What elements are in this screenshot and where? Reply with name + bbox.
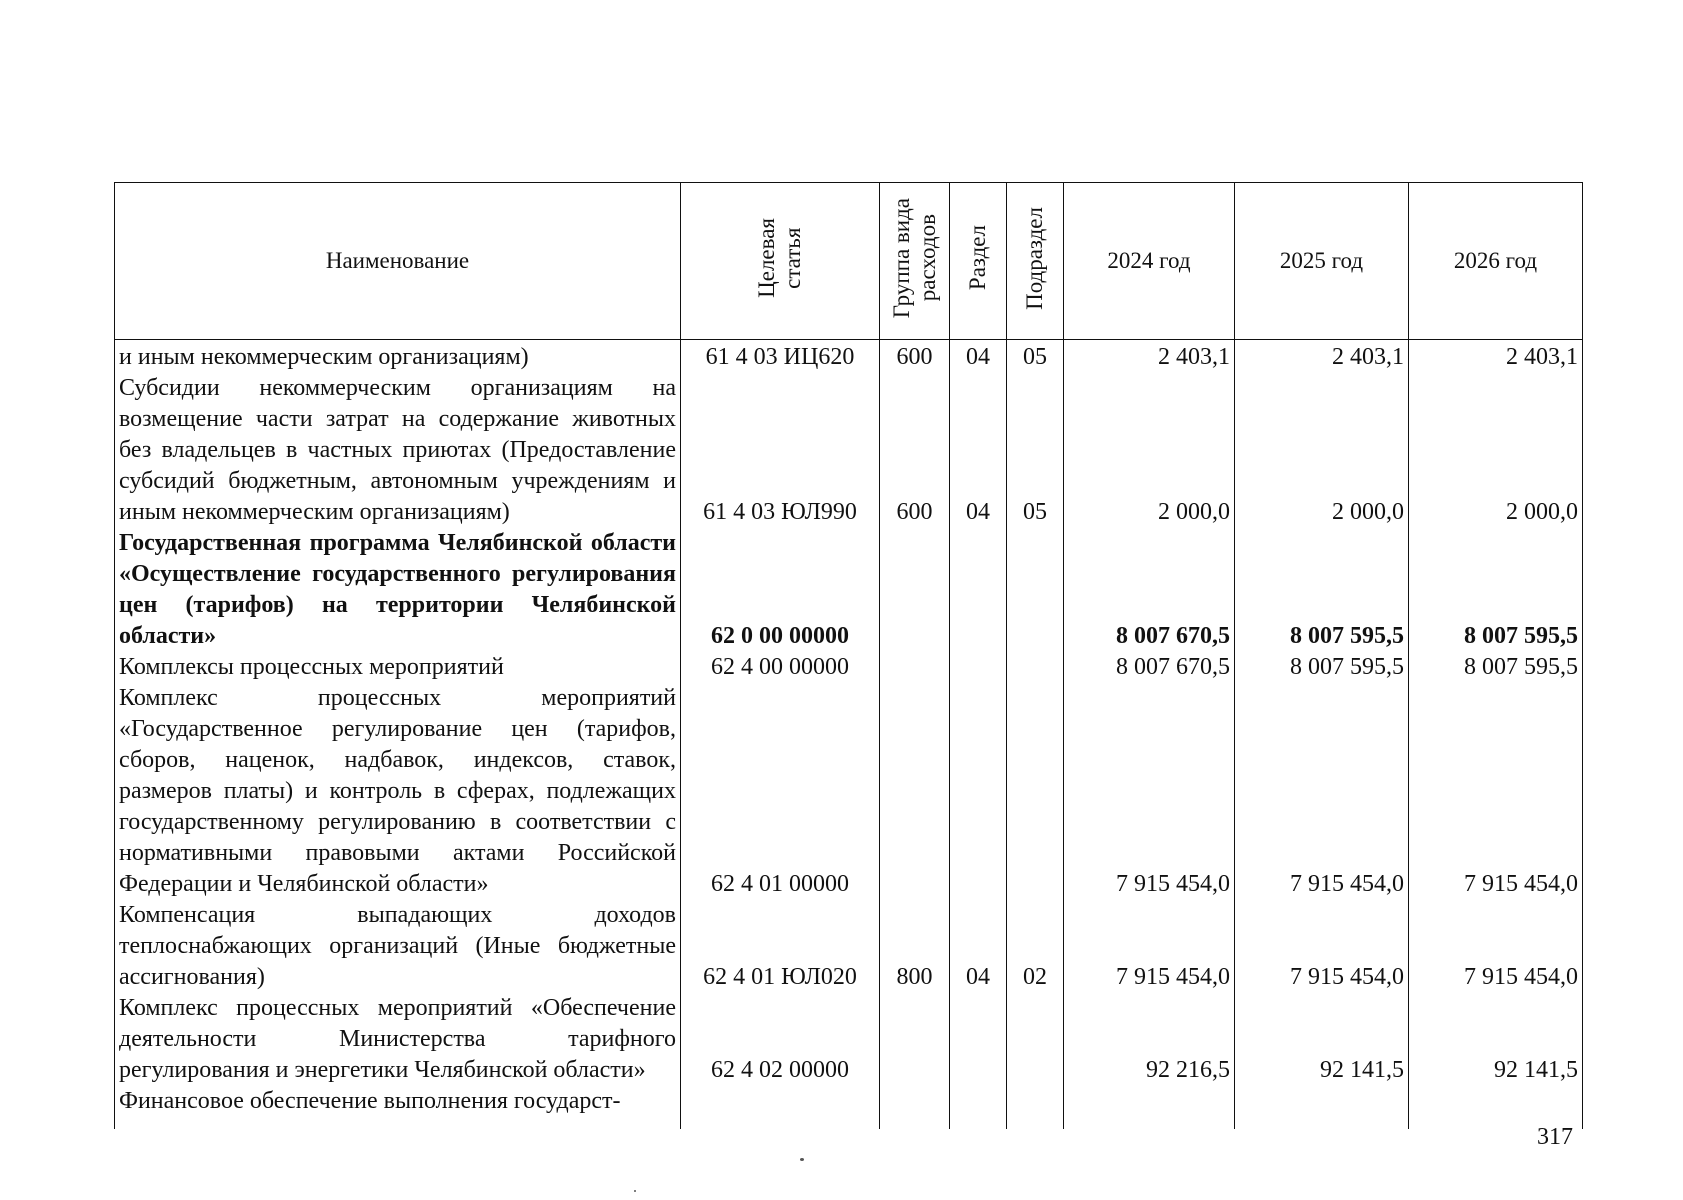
header-expense-group: Группа вида расходов — [880, 183, 950, 340]
header-name: Наименование — [115, 183, 681, 340]
continuation-cell — [1007, 1117, 1064, 1129]
row-subsection: 05 — [1007, 373, 1064, 528]
table-row — [115, 1086, 1583, 1117]
header-2026: 2026 год — [1409, 183, 1583, 340]
row-subsection — [1007, 993, 1064, 1086]
header-target-article: Целевая статья — [681, 183, 880, 340]
row-section — [950, 683, 1007, 900]
scan-speck — [634, 1190, 636, 1192]
row-target-article: 62 4 01 00000 — [681, 683, 880, 900]
row-name: Государственная программа Челябинской области «Осуществление государственного регулирования цен (тарифов) на территории Челябинской области» — [115, 528, 681, 652]
row-value-2025: 2 000,0 — [1235, 373, 1409, 528]
row-value-2025: 7 915 454,0 — [1235, 900, 1409, 993]
row-expense-group: 600 — [880, 340, 950, 374]
table-continuation — [115, 1117, 1583, 1129]
row-value-2025: 8 007 595,5 — [1235, 652, 1409, 683]
row-value-2024: 92 216,5 — [1064, 993, 1235, 1086]
row-target-article: 62 0 00 00000 — [681, 528, 880, 652]
row-expense-group — [880, 652, 950, 683]
row-value-2024: 2 403,1 — [1064, 340, 1235, 374]
row-value-2025: 8 007 595,5 — [1235, 528, 1409, 652]
row-target-article: 61 4 03 ИЦ620 — [681, 340, 880, 374]
header-2025: 2025 год — [1235, 183, 1409, 340]
continuation-cell — [115, 1117, 681, 1129]
table-row — [115, 683, 1583, 900]
table-row — [115, 373, 1583, 528]
row-target-article — [681, 1086, 880, 1117]
continuation-cell — [950, 1117, 1007, 1129]
row-value-2026: 2 000,0 — [1409, 373, 1583, 528]
row-target-article: 62 4 00 00000 — [681, 652, 880, 683]
header-row — [115, 183, 1583, 340]
row-expense-group — [880, 528, 950, 652]
row-name: и иным некоммерческим организациям) — [115, 340, 681, 374]
row-value-2024: 7 915 454,0 — [1064, 900, 1235, 993]
row-name: Комплексы процессных мероприятий — [115, 652, 681, 683]
row-expense-group — [880, 683, 950, 900]
row-value-2026 — [1409, 1086, 1583, 1117]
row-name: Субсидии некоммерческим организациям на возмещение части затрат на содержание животных без владельцев в частных приютах (Предоставление субсидий бюджетным, автономным учреждениям и иным некоммерческим организациям) — [115, 373, 681, 528]
row-name: Компенсация выпадающих доходов теплоснабжающих организаций (Иные бюджетные ассигнования) — [115, 900, 681, 993]
table-row — [115, 993, 1583, 1086]
row-value-2024: 8 007 670,5 — [1064, 652, 1235, 683]
row-value-2024: 7 915 454,0 — [1064, 683, 1235, 900]
row-value-2024: 8 007 670,5 — [1064, 528, 1235, 652]
row-value-2024 — [1064, 1086, 1235, 1117]
row-value-2025: 92 141,5 — [1235, 993, 1409, 1086]
row-section — [950, 993, 1007, 1086]
row-section: 04 — [950, 900, 1007, 993]
continuation-cell — [1064, 1117, 1235, 1129]
row-subsection: 02 — [1007, 900, 1064, 993]
row-target-article: 61 4 03 ЮЛ990 — [681, 373, 880, 528]
row-subsection: 05 — [1007, 340, 1064, 374]
row-value-2026: 8 007 595,5 — [1409, 652, 1583, 683]
row-expense-group — [880, 993, 950, 1086]
row-expense-group — [880, 1086, 950, 1117]
continuation-cell — [1235, 1117, 1409, 1129]
row-value-2026: 92 141,5 — [1409, 993, 1583, 1086]
row-name: Комплекс процессных мероприятий «Обеспечение деятельности Министерства тарифного регулирования и энергетики Челябинской области» — [115, 993, 681, 1086]
table-body — [115, 340, 1583, 1130]
row-section: 04 — [950, 373, 1007, 528]
row-section — [950, 1086, 1007, 1117]
row-value-2025: 2 403,1 — [1235, 340, 1409, 374]
row-value-2026: 7 915 454,0 — [1409, 683, 1583, 900]
row-subsection — [1007, 528, 1064, 652]
table-row — [115, 652, 1583, 683]
row-name: Комплекс процессных мероприятий «Государственное регулирование цен (тарифов, сборов, наценок, надбавок, индексов, ставок, размеров платы) и контроль в сферах, подлежащих государственному регулированию в соответствии с нормативными правовыми актами Российской Федерации и Челябинской области» — [115, 683, 681, 900]
scan-speck — [800, 1158, 804, 1161]
row-value-2025: 7 915 454,0 — [1235, 683, 1409, 900]
row-expense-group: 800 — [880, 900, 950, 993]
row-value-2026: 7 915 454,0 — [1409, 900, 1583, 993]
row-section — [950, 528, 1007, 652]
row-target-article: 62 4 02 00000 — [681, 993, 880, 1086]
header-subsection: Подраздел — [1007, 183, 1064, 340]
row-subsection — [1007, 683, 1064, 900]
row-expense-group: 600 — [880, 373, 950, 528]
continuation-cell — [880, 1117, 950, 1129]
budget-table — [114, 182, 1583, 1129]
row-subsection — [1007, 1086, 1064, 1117]
header-2024: 2024 год — [1064, 183, 1235, 340]
row-value-2025 — [1235, 1086, 1409, 1117]
row-value-2026: 2 403,1 — [1409, 340, 1583, 374]
row-subsection — [1007, 652, 1064, 683]
row-section — [950, 652, 1007, 683]
row-value-2024: 2 000,0 — [1064, 373, 1235, 528]
table-row — [115, 900, 1583, 993]
row-section: 04 — [950, 340, 1007, 374]
row-target-article: 62 4 01 ЮЛ020 — [681, 900, 880, 993]
table-row — [115, 340, 1583, 374]
continuation-cell — [681, 1117, 880, 1129]
page-number: 317 — [1537, 1124, 1573, 1150]
header-section: Раздел — [950, 183, 1007, 340]
row-value-2026: 8 007 595,5 — [1409, 528, 1583, 652]
row-name: Финансовое обеспечение выполнения государст- — [115, 1086, 681, 1117]
table-row-program — [115, 528, 1583, 652]
